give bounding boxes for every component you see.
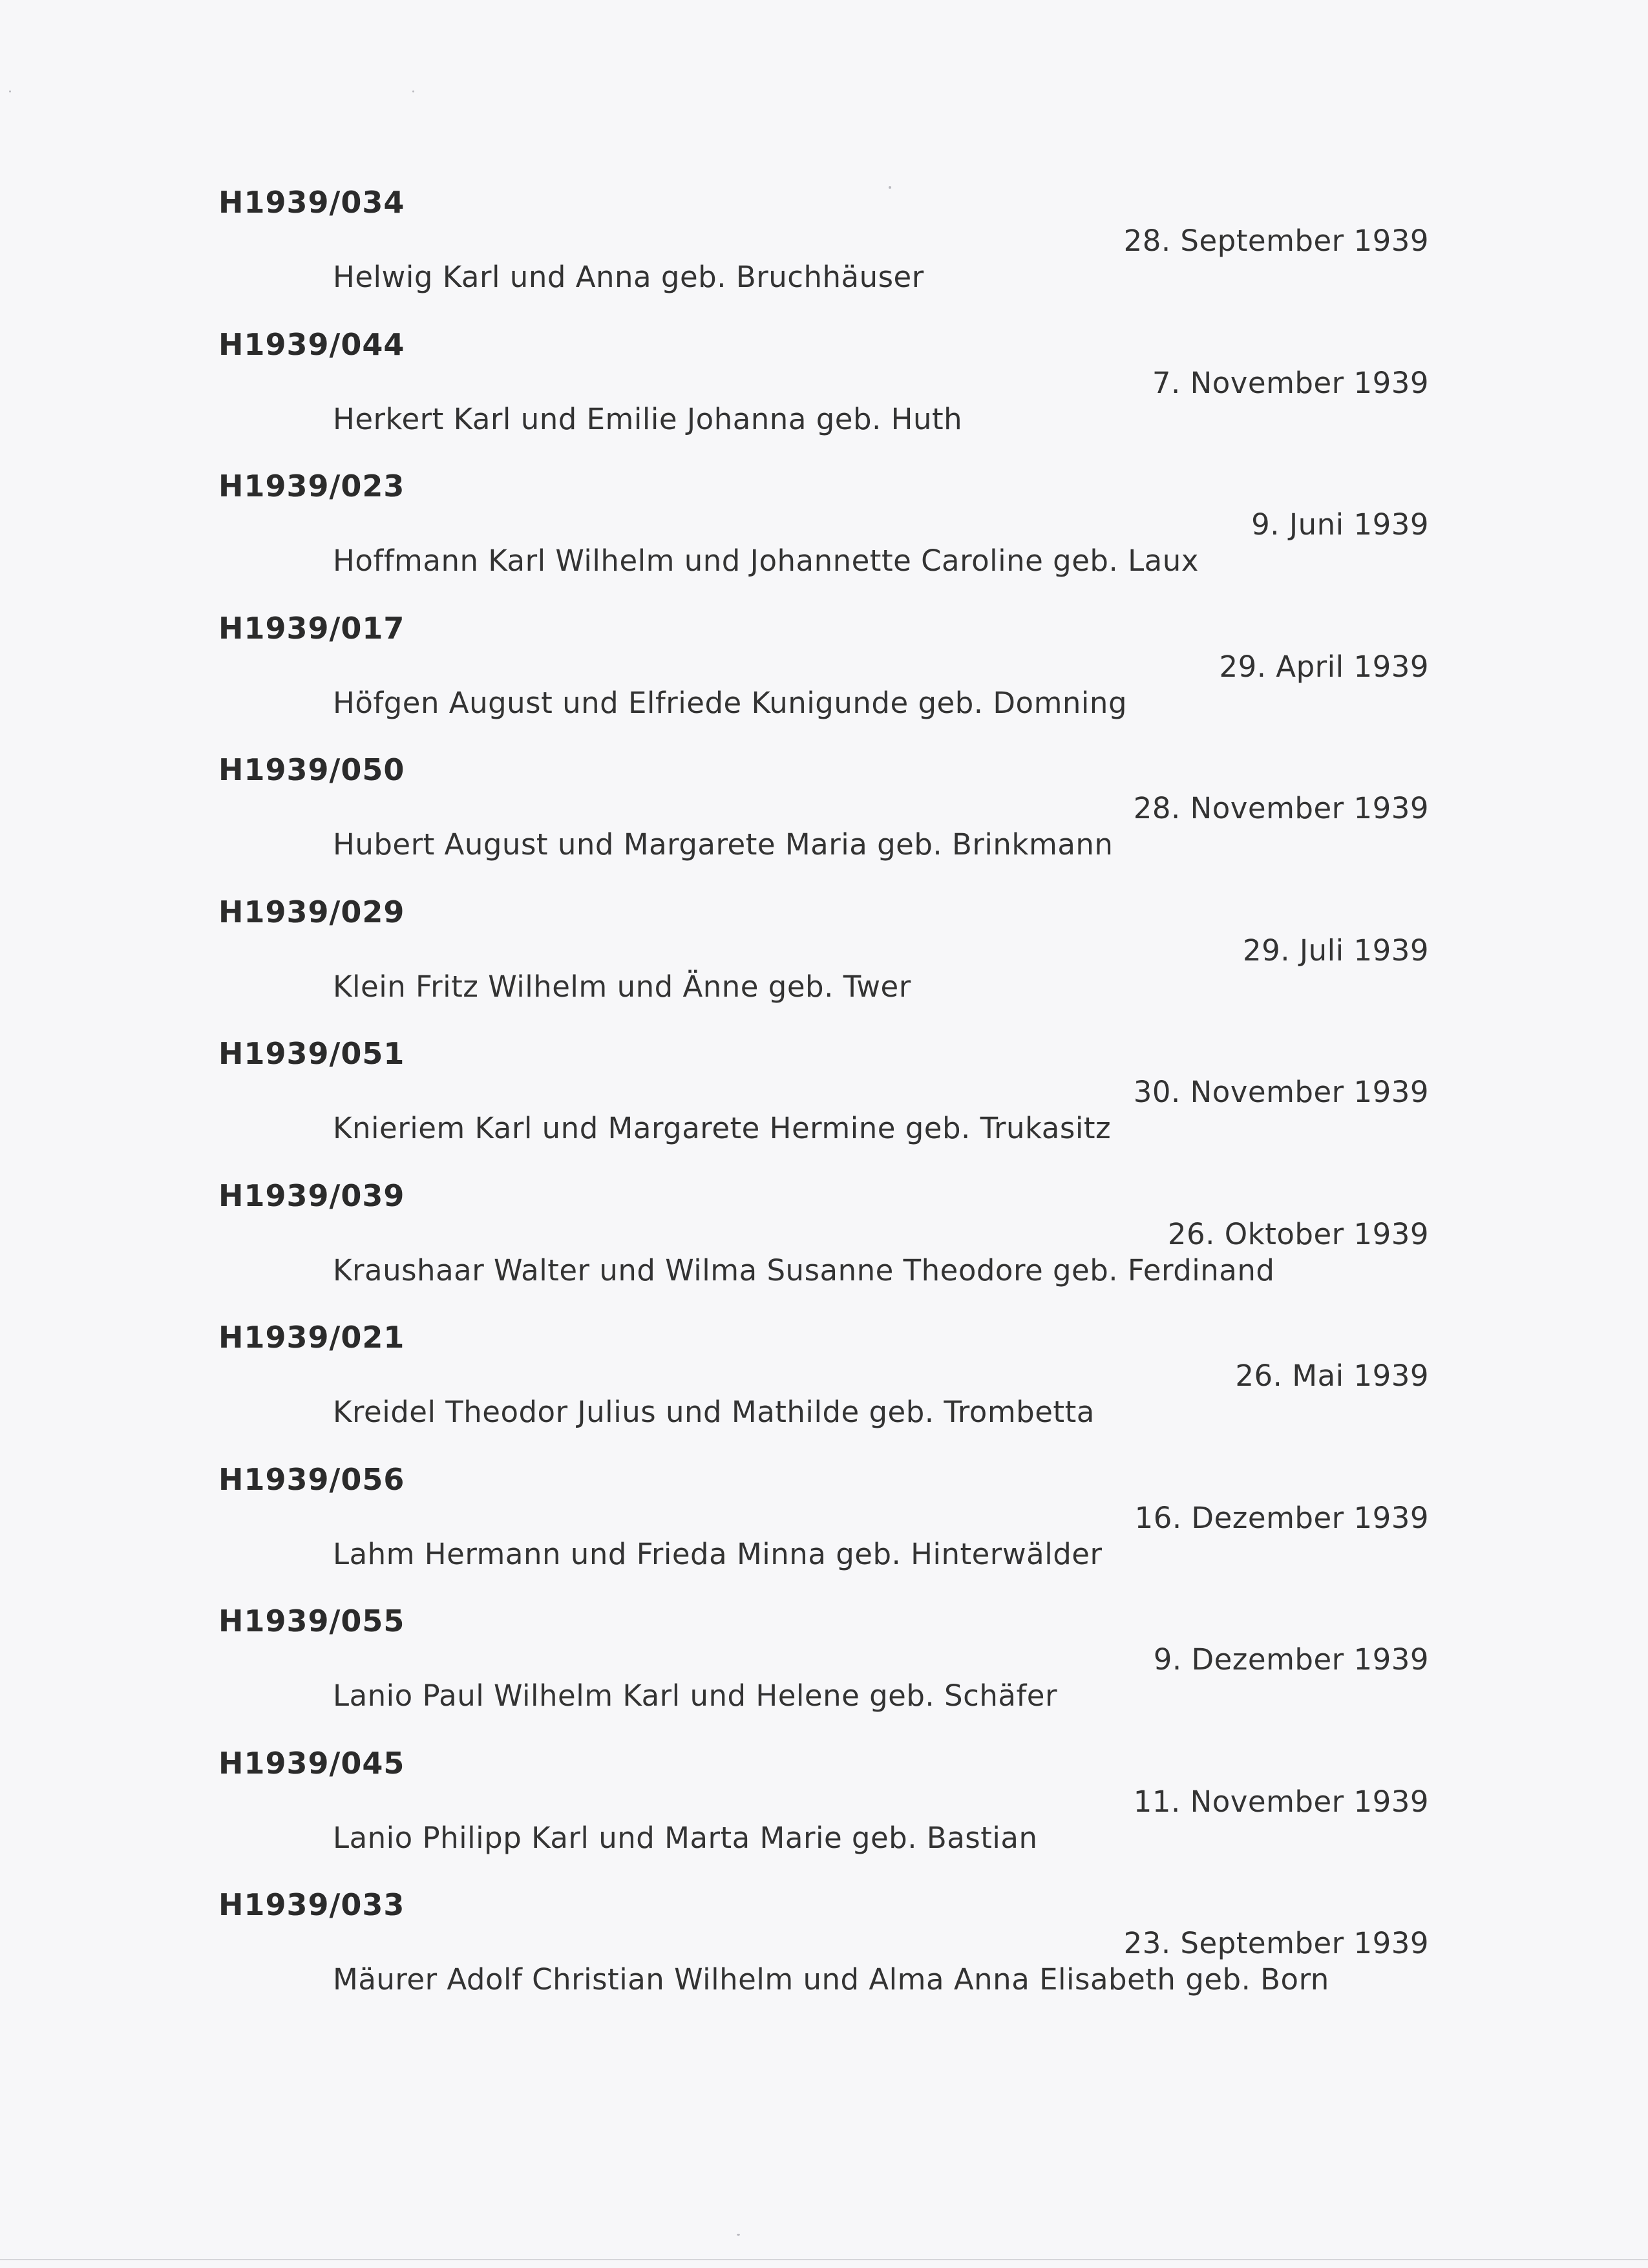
record-date: 28. September 1939 xyxy=(1123,224,1429,258)
record-names: Hubert August und Margarete Maria geb. Brinkmann xyxy=(333,827,1114,862)
record-entry xyxy=(0,465,1648,608)
record-names: Hoffmann Karl Wilhelm und Johannette Caroline geb. Laux xyxy=(333,544,1199,578)
record-id: H1939/051 xyxy=(218,1036,405,1071)
record-names: Helwig Karl und Anna geb. Bruchhäuser xyxy=(333,260,924,294)
marriage-record-list xyxy=(0,182,1648,2026)
record-date: 23. September 1939 xyxy=(1123,1926,1429,1960)
record-entry xyxy=(0,1459,1648,1601)
record-date: 28. November 1939 xyxy=(1133,791,1429,825)
record-id: H1939/056 xyxy=(218,1461,405,1497)
page-bottom-edge xyxy=(0,2259,1648,2260)
record-entry xyxy=(0,1743,1648,1885)
record-entry xyxy=(0,1884,1648,2026)
record-id: H1939/055 xyxy=(218,1604,405,1638)
record-names: Knieriem Karl und Margarete Hermine geb. Trukasitz xyxy=(333,1111,1112,1145)
record-entry xyxy=(0,1175,1648,1317)
record-date: 29. April 1939 xyxy=(1219,649,1429,684)
record-entry xyxy=(0,1600,1648,1743)
record-entry xyxy=(0,1033,1648,1175)
record-date: 7. November 1939 xyxy=(1152,365,1429,400)
record-id: H1939/033 xyxy=(218,1887,405,1922)
record-date: 29. Juli 1939 xyxy=(1243,933,1429,968)
scan-speck xyxy=(412,90,414,92)
scan-speck xyxy=(889,186,891,189)
record-names: Lanio Paul Wilhelm Karl und Helene geb. Schäfer xyxy=(333,1679,1057,1713)
record-entry xyxy=(0,749,1648,891)
record-date: 9. Juni 1939 xyxy=(1251,507,1429,542)
record-id: H1939/039 xyxy=(218,1178,405,1213)
record-id: H1939/050 xyxy=(218,752,405,787)
record-id: H1939/044 xyxy=(218,326,405,362)
scan-speck xyxy=(9,90,11,92)
record-id: H1939/023 xyxy=(218,469,405,503)
record-entry xyxy=(0,608,1648,750)
record-date: 16. Dezember 1939 xyxy=(1134,1500,1429,1535)
record-date: 26. Oktober 1939 xyxy=(1167,1216,1429,1251)
record-names: Lahm Hermann und Frieda Minna geb. Hinterwälder xyxy=(333,1536,1103,1571)
record-id: H1939/045 xyxy=(218,1745,405,1781)
record-names: Mäurer Adolf Christian Wilhelm und Alma Anna Elisabeth geb. Born xyxy=(333,1962,1329,1997)
record-date: 9. Dezember 1939 xyxy=(1153,1642,1429,1677)
record-names: Herkert Karl und Emilie Johanna geb. Huth xyxy=(333,401,963,436)
record-entry xyxy=(0,891,1648,1033)
record-date: 11. November 1939 xyxy=(1133,1784,1429,1819)
record-names: Höfgen August und Elfriede Kunigunde geb. Domning xyxy=(333,685,1128,720)
record-date: 26. Mai 1939 xyxy=(1235,1359,1429,1393)
record-names: Lanio Philipp Karl und Marta Marie geb. Bastian xyxy=(333,1820,1038,1855)
scan-speck xyxy=(737,2234,740,2236)
record-id: H1939/017 xyxy=(218,610,405,646)
record-date: 30. November 1939 xyxy=(1133,1075,1429,1109)
record-names: Klein Fritz Wilhelm und Änne geb. Twer xyxy=(333,969,911,1004)
record-entry xyxy=(0,182,1648,324)
record-names: Kreidel Theodor Julius und Mathilde geb. Trombetta xyxy=(333,1395,1095,1429)
record-id: H1939/021 xyxy=(218,1320,405,1355)
record-names: Kraushaar Walter und Wilma Susanne Theodore geb. Ferdinand xyxy=(333,1253,1275,1288)
record-id: H1939/034 xyxy=(218,185,405,220)
record-id: H1939/029 xyxy=(218,894,405,929)
record-entry xyxy=(0,1317,1648,1459)
record-entry xyxy=(0,324,1648,466)
